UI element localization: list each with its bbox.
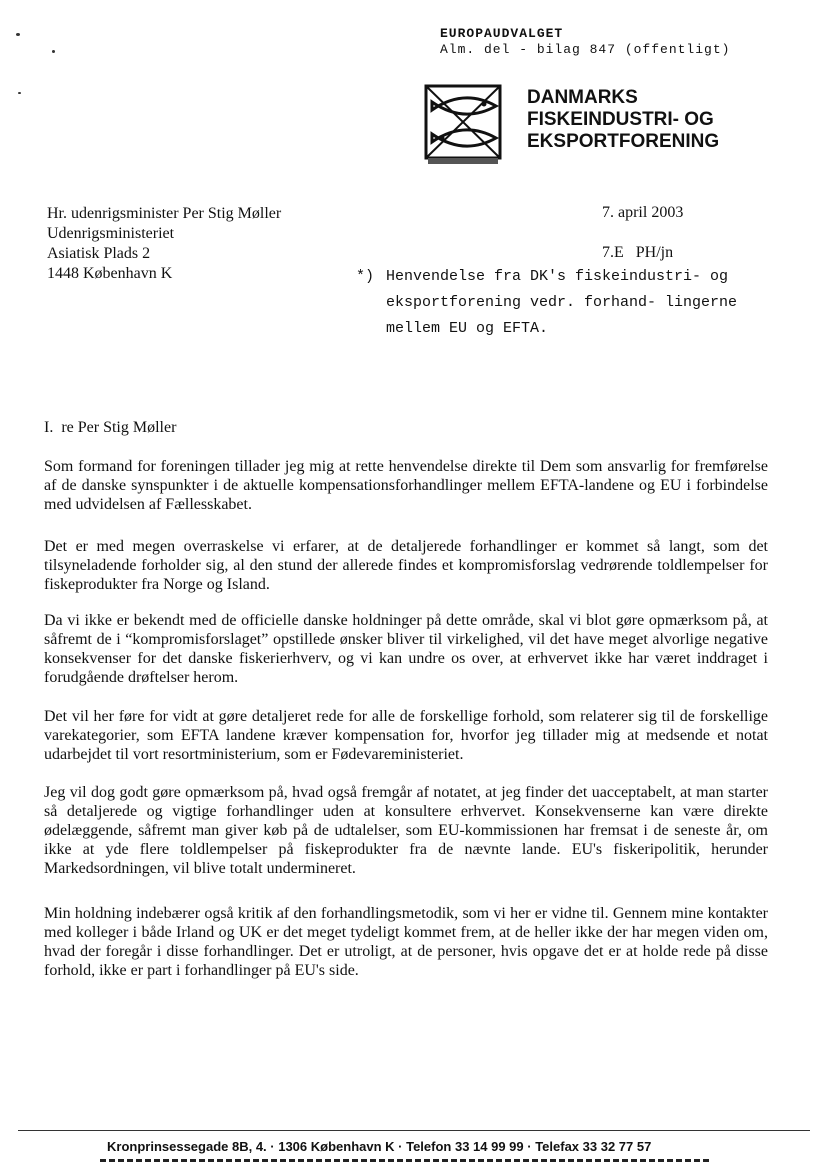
body-paragraph: Jeg vil dog godt gøre opmærksom på, hvad også fremgår af notatet, at jeg finder det uacceptabelt, at man starter så detaljerede og vigtige forhandlinger uden at konsultere erhvervet. Konsekvenserne kan være direkte ødelæggende, såfremt man giver køb på de udtalelser, som EU-kommissionen har fremsat i de seneste år, om ikke at yde flere toldlempelser på fiskeprodukter fra de nævnte lande. EU's fiskeripolitik, herunder Markedsordningen, vil blive totalt undermineret. xyxy=(44,784,768,877)
footer-contact: Kronprinsessegade 8B, 4. · 1306 København K · Telefon 33 14 99 99 · Telefax 33 32 77 57 xyxy=(107,1139,652,1154)
subject-line xyxy=(356,264,776,342)
footer-divider xyxy=(18,1130,810,1131)
archive-stamp xyxy=(440,26,730,58)
org-line: EKSPORTFORENING xyxy=(527,131,720,152)
scan-speck xyxy=(18,92,21,94)
body-paragraph: Som formand for foreningen tillader jeg mig at rette henvendelse direkte til Dem som ansvarlig for fremførelse af de danske synspunkter i de aktuelle kompensationsforhandlinger mellem EFTA-landene og EU i forbindelse med udvidelsen af Fællesskabet. xyxy=(44,458,768,513)
address-line: 1448 København K xyxy=(47,265,173,282)
stamp-line-2: Alm. del - bilag 847 (offentligt) xyxy=(440,42,731,57)
address-line: Hr. udenrigsminister Per Stig Møller xyxy=(47,205,282,222)
body-paragraph: Min holdning indebærer også kritik af den forhandlingsmetodik, som vi her er vidne til. Gennem mine kontakter med kolleger i både Irland og UK er det meget tydeligt kommet frem, at de heller ikke der har megen viden om, hvad der foregår i disse forhandlinger. Det er utroligt, at de personer, hvis opgave det er at holde rede på disse forhold, ikke er part i forhandlinger på EU's side. xyxy=(44,905,768,979)
scan-speck xyxy=(16,33,20,36)
two-fish-logo-icon xyxy=(424,84,502,166)
org-line: FISKEINDUSTRI- OG xyxy=(527,109,714,130)
reference-code: 7.E PH/jn xyxy=(602,244,674,261)
subject-marker: *) xyxy=(356,268,375,285)
address-line: Udenrigsministeriet xyxy=(47,225,175,242)
body-paragraph: Da vi ikke er bekendt med de officielle danske holdninger på dette område, skal vi blot gøre opmærksom på, at såfremt de i “kompromisforslaget” opstillede ønsker bliver til virkelighed, vil det have meget alvorlige negative konsekvenser for det danske fiskerierhverv, og vi kan undre os over, at erhvervet ikke har været inddraget i forudgående drøftelser herom. xyxy=(44,612,768,686)
stamp-line-1: EUROPAUDVALGET xyxy=(440,26,564,41)
salutation: I. re Per Stig Møller xyxy=(44,419,177,436)
scan-speck xyxy=(52,50,55,53)
address-line: Asiatisk Plads 2 xyxy=(47,245,151,262)
footer-cut-off-line xyxy=(100,1157,710,1163)
subject-text: Henvendelse fra DK's fiskeindustri- og eksportforening vedr. forhand- lingerne mellem EU og EFTA. xyxy=(386,268,738,337)
body-paragraph: Det vil her føre for vidt at gøre detaljeret rede for alle de forskellige forhold, som relaterer sig til de forskellige varekategorier, som EFTA landene kræver kompensation for, hvorfor jeg tillader mig at medsende et notat udarbejdet til vort resortministerium, som er Fødevareministeriet. xyxy=(44,708,768,763)
org-line: DANMARKS xyxy=(527,87,638,108)
organization-name xyxy=(527,87,719,153)
body-paragraph: Det er med megen overraskelse vi erfarer, at de detaljerede forhandlinger er kommet så langt, som det tilsyneladende forholder sig, al den stund der allerede findes et kompromisforslag vedrørende toldlempelser for fiskeprodukter fra Norge og Island. xyxy=(44,538,768,593)
recipient-address xyxy=(47,204,281,284)
letter-date: 7. april 2003 xyxy=(602,204,684,221)
